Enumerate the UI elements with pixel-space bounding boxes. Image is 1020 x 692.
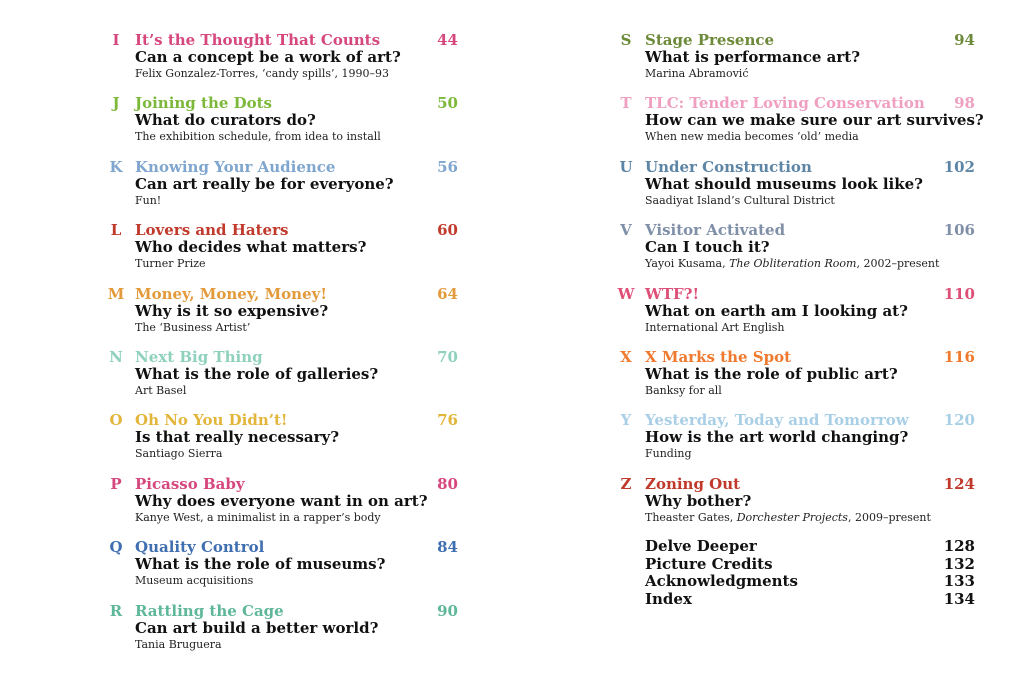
chapter-subtitle: Art Basel xyxy=(135,384,187,397)
chapter-question: Why does everyone want in on art? xyxy=(135,491,428,510)
subtitle-text: Yayoi Kusama, xyxy=(645,257,730,271)
toc-entry[interactable] xyxy=(510,94,1020,154)
toc-entry[interactable] xyxy=(510,348,1020,408)
chapter-subtitle: International Art English xyxy=(645,320,785,334)
chapter-title[interactable]: TLC: Tender Loving Conservation xyxy=(645,94,925,113)
chapter-question: Can art build a better world? xyxy=(135,618,379,637)
chapter-letter: O xyxy=(109,411,123,430)
chapter-subtitle: Tania Bruguera xyxy=(135,637,222,651)
chapter-page-number: 90 xyxy=(437,601,458,620)
backmatter-item[interactable] xyxy=(645,538,975,556)
subtitle-text: , 2009–present xyxy=(847,510,931,524)
chapter-letter: S xyxy=(620,31,632,49)
backmatter-item[interactable] xyxy=(645,591,975,609)
toc-entry[interactable] xyxy=(0,475,510,535)
chapter-subtitle: The ‘Business Artist’ xyxy=(135,320,251,334)
chapter-title[interactable]: Under Construction xyxy=(645,157,812,176)
chapter-page-number: 102 xyxy=(943,157,975,176)
chapter-page-number: 60 xyxy=(437,221,458,240)
chapter-page-number: 56 xyxy=(437,157,458,176)
chapter-subtitle xyxy=(645,257,939,271)
subtitle-work-title: Dorchester Projects xyxy=(736,510,848,524)
chapter-question: What is the role of public art? xyxy=(645,365,898,383)
backmatter-page-number: 132 xyxy=(943,554,975,573)
chapter-question: What is performance art? xyxy=(645,48,861,66)
toc-entry[interactable] xyxy=(510,475,1020,535)
chapter-letter: L xyxy=(110,221,122,240)
chapter-title[interactable]: Picasso Baby xyxy=(135,474,245,493)
chapter-question: Can a concept be a work of art? xyxy=(135,48,401,66)
toc-entry[interactable] xyxy=(0,94,510,154)
toc-entry[interactable] xyxy=(0,31,510,91)
backmatter-label: Delve Deeper xyxy=(645,537,757,555)
chapter-subtitle: Kanye West, a minimalist in a rapper’s body xyxy=(135,510,381,524)
subtitle-work-title: The Obliteration Room xyxy=(729,257,857,271)
toc-entry[interactable] xyxy=(510,221,1020,281)
backmatter-list xyxy=(645,538,975,608)
chapter-subtitle: Fun! xyxy=(135,193,162,207)
chapter-question: How is the art world changing? xyxy=(645,428,909,447)
chapter-question: What is the role of galleries? xyxy=(135,365,379,383)
chapter-page-number: 106 xyxy=(943,221,975,240)
chapter-letter: W xyxy=(617,284,635,303)
chapter-question: What do curators do? xyxy=(135,111,316,130)
chapter-title[interactable]: Quality Control xyxy=(135,538,265,557)
chapter-subtitle: The exhibition schedule, from idea to install xyxy=(135,130,381,144)
chapter-letter: Y xyxy=(620,411,632,430)
chapter-subtitle: Funding xyxy=(645,447,692,461)
toc-entry[interactable] xyxy=(0,348,510,408)
chapter-letter: J xyxy=(112,94,120,113)
chapter-page-number: 116 xyxy=(943,348,975,366)
chapter-subtitle: Felix Gonzalez-Torres, ‘candy spills’, 1990–93 xyxy=(135,67,389,80)
chapter-subtitle: Turner Prize xyxy=(135,257,206,271)
chapter-letter: P xyxy=(110,474,122,493)
backmatter-page-number: 128 xyxy=(943,537,975,555)
chapter-question: Who decides what matters? xyxy=(135,238,367,257)
subtitle-text: Theaster Gates, xyxy=(645,510,737,524)
chapter-question: What on earth am I looking at? xyxy=(645,301,908,320)
chapter-letter: X xyxy=(620,348,632,366)
chapter-question: What is the role of museums? xyxy=(135,555,386,574)
right-page xyxy=(510,0,1020,692)
toc-entry[interactable] xyxy=(0,411,510,471)
toc-entry[interactable] xyxy=(0,602,510,662)
chapter-page-number: 50 xyxy=(437,94,458,113)
chapter-letter: Q xyxy=(109,538,123,557)
chapter-subtitle: Banksy for all xyxy=(645,384,722,397)
chapter-page-number: 110 xyxy=(943,284,975,303)
chapter-subtitle: Marina Abramović xyxy=(645,67,749,80)
chapter-title[interactable]: WTF?! xyxy=(645,284,700,303)
chapter-question: Why is it so expensive? xyxy=(135,301,329,320)
chapter-page-number: 64 xyxy=(437,284,458,303)
chapter-page-number: 84 xyxy=(437,538,458,557)
chapter-title[interactable]: Yesterday, Today and Tomorrow xyxy=(645,411,909,430)
chapter-page-number: 94 xyxy=(954,31,975,49)
toc-entry[interactable] xyxy=(510,285,1020,345)
chapter-title[interactable]: Rattling the Cage xyxy=(135,601,284,620)
chapter-subtitle xyxy=(645,511,931,525)
chapter-letter: V xyxy=(620,221,632,240)
chapter-title[interactable]: Next Big Thing xyxy=(135,348,263,366)
chapter-subtitle: When new media becomes ‘old’ media xyxy=(645,130,859,144)
chapter-page-number: 120 xyxy=(943,411,975,430)
chapter-title[interactable]: Money, Money, Money! xyxy=(135,284,327,303)
chapter-page-number: 98 xyxy=(954,94,975,113)
chapter-page-number: 70 xyxy=(437,348,458,366)
chapter-title[interactable]: Lovers and Haters xyxy=(135,221,289,240)
chapter-subtitle: Museum acquisitions xyxy=(135,574,254,588)
chapter-page-number: 44 xyxy=(437,31,458,49)
chapter-page-number: 76 xyxy=(437,411,458,430)
backmatter-label: Acknowledgments xyxy=(645,572,798,590)
toc-entry[interactable] xyxy=(510,411,1020,471)
chapter-letter: I xyxy=(112,31,120,49)
backmatter-label: Picture Credits xyxy=(645,554,773,573)
chapter-question: Is that really necessary? xyxy=(135,428,340,447)
chapter-letter: K xyxy=(109,157,123,176)
toc-entry[interactable] xyxy=(0,538,510,598)
backmatter-label: Index xyxy=(645,589,692,608)
chapter-title[interactable]: Joining the Dots xyxy=(135,94,273,113)
chapter-question: Why bother? xyxy=(645,491,752,510)
chapter-title[interactable]: Knowing Your Audience xyxy=(135,157,336,176)
chapter-letter: N xyxy=(109,348,123,366)
subtitle-text: , 2002–present xyxy=(856,257,940,271)
backmatter-item[interactable] xyxy=(645,556,975,574)
toc-entry[interactable] xyxy=(510,158,1020,218)
toc-entry[interactable] xyxy=(510,31,1020,91)
chapter-subtitle: Santiago Sierra xyxy=(135,447,223,461)
chapter-title[interactable]: Zoning Out xyxy=(645,474,741,493)
chapter-title[interactable]: Visitor Activated xyxy=(645,221,786,240)
chapter-title[interactable]: It’s the Thought That Counts xyxy=(135,31,381,49)
toc-entry[interactable] xyxy=(0,221,510,281)
chapter-page-number: 80 xyxy=(437,474,458,493)
chapter-page-number: 124 xyxy=(943,474,975,493)
backmatter-page-number: 133 xyxy=(943,572,975,590)
backmatter-item[interactable] xyxy=(645,573,975,591)
chapter-question: Can I touch it? xyxy=(645,238,770,257)
chapter-question: Can art really be for everyone? xyxy=(135,174,394,193)
chapter-letter: M xyxy=(107,284,125,303)
chapter-subtitle: Saadiyat Island’s Cultural District xyxy=(645,193,835,207)
chapter-letter: R xyxy=(109,601,123,620)
chapter-question: How can we make sure our art survives? xyxy=(645,111,984,130)
chapter-question: What should museums look like? xyxy=(645,174,923,193)
backmatter-page-number: 134 xyxy=(943,589,975,608)
chapter-letter: Z xyxy=(620,474,632,493)
chapter-title[interactable]: Oh No You Didn’t! xyxy=(135,411,288,430)
chapter-letter: U xyxy=(619,157,633,176)
toc-entry[interactable] xyxy=(0,158,510,218)
chapter-letter: T xyxy=(620,94,632,113)
toc-entry[interactable] xyxy=(0,285,510,345)
chapter-title[interactable]: Stage Presence xyxy=(645,31,775,49)
chapter-title[interactable]: X Marks the Spot xyxy=(645,348,792,366)
